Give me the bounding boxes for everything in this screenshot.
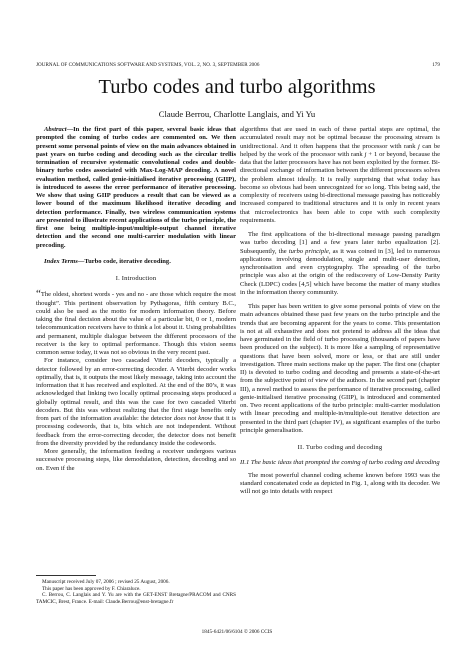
- subsection-heading-2-1: II.1 The basic ideas that prompted the coming of turbo coding and decoding: [240, 459, 440, 467]
- right-paragraph-1-part-a: algorithms that are used in each of these partial steps are optimal, the accumulated result may not be optimal because the processing stream is unidirectional. And it often happens that the processor with rank: [240, 126, 440, 150]
- right-paragraph-3: This paper has been written to give some personal points of view on the main advances obtained these past few years on the turbo principle and the trends that are becoming apparent for the years to come. This presentation is not at all exhaustive and does not pretend to address all the ideas that have germinated in the field of turbo processing (thousands of papers have been produced on the subject). It is more like a sampling of representative questions that have been solved, more or less, or that are still under investigation. Three main sections make up the paper. The first one (chapter II) is devoted to turbo coding and decoding and presents a state-of-the-art from the subjective point of view of the authors. In the second part (chapter III), a novel method to assess the performance of iterative processing, called genie-initialised iterative processing (GIIP), is introduced and commented on. Two recent applications of the turbo principle: multi-carrier modulation with linear precoding and multiple-in/multiple-out iterative detection are presented in the third part (chapter IV), as significant examples of the turbo principle generalisation.: [240, 303, 440, 434]
- paper-authors: Claude Berrou, Charlotte Langlais, and Yi Yu: [158, 109, 316, 119]
- section-heading-introduction: I. Introduction: [115, 275, 157, 282]
- footnote-received: Manuscript received July 07, 2006 ; revised 25 August, 2006.: [42, 579, 170, 585]
- abstract-text: —In the first part of this paper, several basic ideas that prompted the coming of turbo codes are commented on. We then present some personal points of view on the main advances obtained in past years on turbo coding and decoding such as the circular trellis termination of recursive systematic convolutional codes and double-binary turbo codes associated with Max-Log-MAP decoding. A novel evaluation method, called genie-initialised iterative processing (GIIP), is introduced to assess the error performance of iterative processing. We show that using GIIP produces a result that can be viewed as a lower bound of the maximum likelihood iterative decoding and detection performance. Finally, two wireless communication systems are presented to illustrate recent applications of the turbo principle, the first one being multiple-input/multiple-output channel iterative detection and the second one multi-carrier modulation with linear precoding.: [36, 126, 236, 249]
- rank-j-2: j: [364, 150, 367, 158]
- right-paragraph-4: The most powerful channel coding scheme known before 1993 was the standard concatenated code as depicted in Fig. 1, along with its decoder. We will not go into details with respect: [240, 471, 440, 495]
- right-paragraph-2-part-a: The first applications of the bi-directional message passing paradigm was turbo decoding [1] and a few years later turbo equalization [2]. Subsequently, the: [240, 231, 440, 255]
- intro-paragraph-2-emphasis: does not know: [173, 415, 213, 422]
- abstract-lead: Abstract: [44, 126, 67, 133]
- footnotes: [36, 575, 236, 605]
- right-paragraph-2-part-b: , as it was coined in [3], led to numerous applications involving demodulation, single and multi-user detection, synchronisation and even cryptography. The spreading of the turbo principle was also at the origin of the rediscovery of Low-Density Parity Check (LDPC) codes [4,5] which have become the matter of many studies in the information theory community.: [240, 247, 440, 296]
- left-column: [36, 126, 236, 473]
- paper-title: Turbo codes and turbo algorithms: [98, 76, 376, 98]
- page-number: 179: [432, 62, 440, 68]
- right-paragraph-1-part-b: can be helped by the work of the processor with rank: [240, 142, 441, 158]
- footnote-recommended: This paper has been approved by F. Chiaraluce.: [42, 585, 141, 592]
- footnote-affiliation: C. Berrou, C. Langlais and Y. Yu are with the GET-ENST Bretagne/PRACOM and CNRS TAMCIC, Brest, France. E-mail: Claude.Berrou@enst-bretagne.fr: [36, 592, 236, 605]
- right-paragraph-1: [240, 126, 440, 225]
- index-terms-lead: Index Terms: [44, 257, 78, 265]
- opening-quote-mark: “: [36, 288, 41, 301]
- rank-j-1: j: [418, 142, 420, 150]
- abstract: [36, 126, 236, 250]
- page-footer: 1845-6421/06/6104 © 2006 CCIS: [201, 629, 273, 635]
- right-paragraph-1-part-c: + 1 or beyond, because the data that the latter processors have has not been exploited by the former. Bi-directional exchange of information between the different processors solves the problem almost ideally. It is really surprising that what today has become so obvious had been unrecognized for so long. This being said, the complexity of receivers using bi-directional message passing has noticeably increased compared to traditional structures and it is only in recent years that microelectronics has been able to cope with such complexity requirements.: [240, 150, 440, 224]
- intro-paragraph-2-part-b: that it is processing codewords, that is, bits which are not independent. Without feedback from the error-correcting decoder, the detector does not benefit from the diversity provided by the redundancy inside the codewords.: [36, 415, 236, 447]
- intro-paragraph-1-text: The oldest, shortest words - yes and no - are those which require the most thought”. This pertinent observation by Pythagoras, fifth century B.C., could also be used as the motto for modern information theory. Before taking the final decision about the value of a particular bit, 0 or 1, modern telecommunication receivers have to think a lot about it. Using probabilities and permanent, multiple dialogue between the different processors of the receiver is the key to optimal performance. Though this vision seems common sense today, it was not so obvious in the very recent past.: [36, 291, 236, 356]
- intro-paragraph-2: [36, 357, 236, 448]
- index-terms-text: —Turbo code, iterative decoding.: [77, 257, 171, 265]
- journal-name: JOURNAL OF COMMUNICATIONS SOFTWARE AND SYSTEMS, VOL. 2, NO. 3, SEPTEMBER 2006: [36, 62, 260, 68]
- footnote-rule: [36, 575, 96, 576]
- index-terms: [36, 258, 236, 266]
- turbo-principle-emphasis: turbo principle: [288, 247, 329, 255]
- intro-paragraph-1: [36, 290, 236, 357]
- right-column: [240, 126, 440, 496]
- intro-paragraph-2-part-a: For instance, consider two cascaded Viterbi decoders, typically a detector followed by an error-correcting decoder. A Viterbi decoder works optimally, that is, it outputs the most likely message, taking into account the information that it has received and exploited. At the end of the 80’s, it was acknowledged that linking two locally optimal processing steps produced a globally optimal result, and this was the case for two cascaded Viterbi decoders. But this was without realizing that the first stage benefits only from part of the information available: the detector: [36, 357, 236, 422]
- right-paragraph-2: [240, 231, 440, 297]
- intro-paragraph-3: More generally, the information feeding a receiver undergoes various successive processing steps, like demodulation, detection, decoding and so on. Even if the: [36, 448, 236, 472]
- section-heading-turbo-coding: II. Turbo coding and decoding: [297, 444, 383, 451]
